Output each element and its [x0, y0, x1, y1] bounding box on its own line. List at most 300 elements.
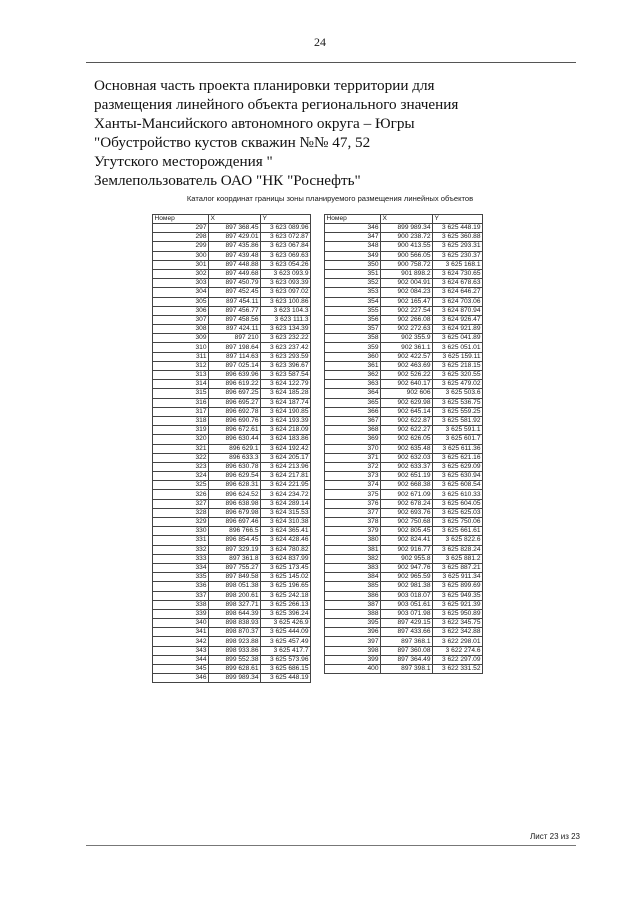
- table-row: [153, 334, 311, 343]
- table-row: [325, 582, 483, 591]
- cell-y: 3 624 234.72: [261, 490, 311, 499]
- cell-y: 3 623 111.3: [261, 315, 311, 324]
- cell-number: 357: [325, 325, 381, 334]
- table-header-row: [325, 215, 483, 224]
- table-row: [325, 325, 483, 334]
- table-row: [153, 453, 311, 462]
- cell-number: 378: [325, 518, 381, 527]
- cell-x: 898 838.93: [209, 619, 261, 628]
- cell-x: 899 989.34: [209, 674, 261, 683]
- cell-y: 3 624 926.47: [433, 315, 483, 324]
- table-row: [153, 444, 311, 453]
- table-row: [153, 251, 311, 260]
- table-row: [325, 518, 483, 527]
- cell-x: 896 695.27: [209, 398, 261, 407]
- table-row: [325, 527, 483, 536]
- cell-x: 902 004.91: [381, 279, 433, 288]
- table-row: [325, 545, 483, 554]
- cell-number: 337: [153, 591, 209, 600]
- table-row: [153, 361, 311, 370]
- cell-x: 896 619.22: [209, 380, 261, 389]
- cell-x: 902 165.47: [381, 297, 433, 306]
- cell-y: 3 622 345.75: [433, 619, 483, 628]
- header-y: Y: [261, 215, 311, 224]
- cell-number: 320: [153, 435, 209, 444]
- table-row: [325, 435, 483, 444]
- table-row: [325, 655, 483, 664]
- cell-number: 347: [325, 233, 381, 242]
- cell-y: 3 624 218.09: [261, 426, 311, 435]
- cell-number: 321: [153, 444, 209, 453]
- cell-number: 346: [153, 674, 209, 683]
- cell-y: 3 625 661.61: [433, 527, 483, 536]
- table-row: [325, 499, 483, 508]
- cell-y: 3 625 950.89: [433, 609, 483, 618]
- cell-x: 897 361.8: [209, 554, 261, 563]
- cell-y: 3 624 221.95: [261, 481, 311, 490]
- cell-x: 897 450.79: [209, 279, 261, 288]
- table-row: [153, 407, 311, 416]
- table-row: [325, 260, 483, 269]
- table-row: [153, 462, 311, 471]
- cell-number: 366: [325, 407, 381, 416]
- cell-x: 897 449.68: [209, 269, 261, 278]
- table-header-row: [153, 215, 311, 224]
- cell-y: 3 622 274.6: [433, 646, 483, 655]
- cell-x: 902 361.1: [381, 343, 433, 352]
- cell-number: 312: [153, 361, 209, 370]
- cell-x: 898 933.86: [209, 646, 261, 655]
- cell-y: 3 625 608.54: [433, 481, 483, 490]
- cell-number: 322: [153, 453, 209, 462]
- cell-y: 3 622 342.88: [433, 628, 483, 637]
- cell-x: 897 456.77: [209, 306, 261, 315]
- cell-number: 399: [325, 655, 381, 664]
- cell-number: 371: [325, 453, 381, 462]
- cell-y: 3 625 621.16: [433, 453, 483, 462]
- cell-x: 896 628.31: [209, 481, 261, 490]
- cell-x: 896 633.3: [209, 453, 261, 462]
- cell-y: 3 625 899.69: [433, 582, 483, 591]
- cell-number: 384: [325, 573, 381, 582]
- cell-y: 3 625 629.09: [433, 462, 483, 471]
- table-row: [325, 490, 483, 499]
- cell-number: 369: [325, 435, 381, 444]
- cell-y: 3 625 921.39: [433, 600, 483, 609]
- catalog-caption: Каталог координат границы зоны планируемого размещения линейных объектов: [186, 194, 474, 203]
- table-row: [153, 582, 311, 591]
- cell-x: 897 429.15: [381, 619, 433, 628]
- cell-number: 370: [325, 444, 381, 453]
- cell-x: 902 422.57: [381, 352, 433, 361]
- cell-y: 3 625 581.92: [433, 416, 483, 425]
- cell-y: 3 625 601.7: [433, 435, 483, 444]
- cell-y: 3 624 315.53: [261, 508, 311, 517]
- cell-x: 897 433.66: [381, 628, 433, 637]
- cell-number: 364: [325, 389, 381, 398]
- cell-y: 3 625 168.1: [433, 260, 483, 269]
- heading-line: Землепользователь ОАО "НК "Роснефть": [94, 172, 361, 189]
- table-row: [153, 481, 311, 490]
- cell-number: 345: [153, 665, 209, 674]
- cell-number: 379: [325, 527, 381, 536]
- cell-number: 367: [325, 416, 381, 425]
- cell-number: 385: [325, 582, 381, 591]
- cell-number: 324: [153, 472, 209, 481]
- cell-y: 3 624 646.27: [433, 288, 483, 297]
- cell-number: 330: [153, 527, 209, 536]
- table-row: [153, 416, 311, 425]
- cell-number: 388: [325, 609, 381, 618]
- table-row: [325, 242, 483, 251]
- table-row: [325, 508, 483, 517]
- table-row: [153, 472, 311, 481]
- cell-x: 902 622.87: [381, 416, 433, 425]
- cell-number: 342: [153, 637, 209, 646]
- cell-x: 902 947.76: [381, 563, 433, 572]
- cell-number: 348: [325, 242, 381, 251]
- cell-number: 386: [325, 591, 381, 600]
- cell-x: 899 552.38: [209, 655, 261, 664]
- cell-number: 333: [153, 554, 209, 563]
- table-row: [153, 288, 311, 297]
- cell-number: 300: [153, 251, 209, 260]
- cell-number: 396: [325, 628, 381, 637]
- cell-x: 897 452.45: [209, 288, 261, 297]
- cell-x: 896 624.52: [209, 490, 261, 499]
- table-row: [325, 352, 483, 361]
- cell-y: 3 625 159.11: [433, 352, 483, 361]
- table-row: [153, 398, 311, 407]
- cell-number: 365: [325, 398, 381, 407]
- table-row: [325, 609, 483, 618]
- cell-y: 3 624 185.28: [261, 389, 311, 398]
- cell-y: 3 623 104.3: [261, 306, 311, 315]
- cell-y: 3 624 365.41: [261, 527, 311, 536]
- cell-x: 902 463.69: [381, 361, 433, 370]
- cell-y: 3 625 426.9: [261, 619, 311, 628]
- cell-number: 397: [325, 637, 381, 646]
- table-row: [153, 490, 311, 499]
- cell-y: 3 623 072.87: [261, 233, 311, 242]
- cell-number: 352: [325, 279, 381, 288]
- header-number: Номер: [153, 215, 209, 224]
- cell-number: 336: [153, 582, 209, 591]
- cell-y: 3 623 054.26: [261, 260, 311, 269]
- cell-y: 3 623 587.54: [261, 371, 311, 380]
- cell-number: 302: [153, 269, 209, 278]
- cell-x: 902 635.48: [381, 444, 433, 453]
- cell-y: 3 625 173.45: [261, 563, 311, 572]
- document-heading: [94, 76, 564, 190]
- cell-number: 382: [325, 554, 381, 563]
- cell-y: 3 624 730.65: [433, 269, 483, 278]
- table-row: [325, 472, 483, 481]
- cell-x: 896 766.5: [209, 527, 261, 536]
- cell-number: 361: [325, 361, 381, 370]
- cell-y: 3 625 196.65: [261, 582, 311, 591]
- cell-x: 897 439.48: [209, 251, 261, 260]
- cell-y: 3 625 536.75: [433, 398, 483, 407]
- cell-x: 896 629.1: [209, 444, 261, 453]
- table-row: [153, 518, 311, 527]
- cell-y: 3 624 289.14: [261, 499, 311, 508]
- cell-number: 340: [153, 619, 209, 628]
- cell-number: 326: [153, 490, 209, 499]
- cell-number: 351: [325, 269, 381, 278]
- cell-number: 383: [325, 563, 381, 572]
- cell-x: 899 628.61: [209, 665, 261, 674]
- cell-y: 3 623 093.39: [261, 279, 311, 288]
- cell-x: 897 210: [209, 334, 261, 343]
- cell-y: 3 623 134.39: [261, 325, 311, 334]
- table-row: [325, 224, 483, 233]
- cell-x: 900 566.05: [381, 251, 433, 260]
- cell-y: 3 625 949.35: [433, 591, 483, 600]
- cell-y: 3 624 678.63: [433, 279, 483, 288]
- cell-x: 903 051.61: [381, 600, 433, 609]
- cell-y: 3 623 093.9: [261, 269, 311, 278]
- cell-y: 3 624 870.94: [433, 306, 483, 315]
- cell-x: 897 025.14: [209, 361, 261, 370]
- cell-y: 3 625 051.01: [433, 343, 483, 352]
- cell-x: 897 360.08: [381, 646, 433, 655]
- cell-x: 900 413.55: [381, 242, 433, 251]
- cell-y: 3 625 320.55: [433, 371, 483, 380]
- cell-y: 3 624 213.96: [261, 462, 311, 471]
- cell-number: 331: [153, 536, 209, 545]
- cell-x: 902 651.19: [381, 472, 433, 481]
- cell-number: 298: [153, 233, 209, 242]
- cell-x: 901 898.2: [381, 269, 433, 278]
- cell-x: 898 327.71: [209, 600, 261, 609]
- cell-x: 902 272.63: [381, 325, 433, 334]
- cell-x: 902 965.59: [381, 573, 433, 582]
- heading-line: Угутского месторождения ": [94, 153, 273, 170]
- cell-x: 897 364.49: [381, 655, 433, 664]
- table-row: [153, 508, 311, 517]
- cell-x: 898 051.38: [209, 582, 261, 591]
- cell-y: 3 625 625.03: [433, 508, 483, 517]
- cell-y: 3 624 310.38: [261, 518, 311, 527]
- cell-x: 903 071.98: [381, 609, 433, 618]
- table-row: [325, 389, 483, 398]
- cell-number: 346: [325, 224, 381, 233]
- table-row: [153, 628, 311, 637]
- cell-y: 3 625 360.88: [433, 233, 483, 242]
- cell-y: 3 624 921.89: [433, 325, 483, 334]
- cell-y: 3 624 837.99: [261, 554, 311, 563]
- table-row: [153, 655, 311, 664]
- table-row: [153, 315, 311, 324]
- cell-y: 3 623 089.96: [261, 224, 311, 233]
- cell-y: 3 625 503.6: [433, 389, 483, 398]
- cell-y: 3 624 205.17: [261, 453, 311, 462]
- cell-number: 313: [153, 371, 209, 380]
- table-row: [153, 343, 311, 352]
- table-row: [153, 260, 311, 269]
- cell-y: 3 624 190.85: [261, 407, 311, 416]
- cell-y: 3 625 750.06: [433, 518, 483, 527]
- heading-line: Основная часть проекта планировки территории для: [94, 77, 435, 94]
- cell-y: 3 625 230.37: [433, 251, 483, 260]
- coordinate-table-right: [324, 214, 483, 674]
- table-row: [325, 315, 483, 324]
- table-body-right: [325, 224, 483, 674]
- table-row: [153, 233, 311, 242]
- cell-x: 902 640.17: [381, 380, 433, 389]
- page-number: 24: [314, 35, 326, 49]
- table-row: [325, 591, 483, 600]
- cell-x: 902 606: [381, 389, 433, 398]
- cell-x: 896 629.54: [209, 472, 261, 481]
- cell-x: 896 690.76: [209, 416, 261, 425]
- cell-x: 902 633.37: [381, 462, 433, 471]
- cell-x: 896 679.98: [209, 508, 261, 517]
- header-x: X: [209, 215, 261, 224]
- table-row: [153, 527, 311, 536]
- table-row: [153, 279, 311, 288]
- cell-x: 897 329.19: [209, 545, 261, 554]
- cell-x: 902 671.09: [381, 490, 433, 499]
- cell-x: 899 989.34: [381, 224, 433, 233]
- cell-x: 897 755.27: [209, 563, 261, 572]
- cell-number: 344: [153, 655, 209, 664]
- table-row: [325, 600, 483, 609]
- cell-y: 3 623 097.02: [261, 288, 311, 297]
- cell-x: 902 632.03: [381, 453, 433, 462]
- cell-x: 902 955.8: [381, 554, 433, 563]
- table-row: [325, 334, 483, 343]
- cell-y: 3 624 428.46: [261, 536, 311, 545]
- table-row: [325, 251, 483, 260]
- cell-y: 3 625 218.15: [433, 361, 483, 370]
- table-row: [153, 224, 311, 233]
- table-row: [153, 573, 311, 582]
- cell-number: 314: [153, 380, 209, 389]
- cell-y: 3 623 237.42: [261, 343, 311, 352]
- table-row: [153, 269, 311, 278]
- cell-number: 307: [153, 315, 209, 324]
- table-row: [153, 646, 311, 655]
- cell-number: 356: [325, 315, 381, 324]
- cell-number: 334: [153, 563, 209, 572]
- cell-x: 898 200.61: [209, 591, 261, 600]
- table-row: [153, 297, 311, 306]
- table-row: [153, 380, 311, 389]
- cell-y: 3 624 183.86: [261, 435, 311, 444]
- cell-x: 902 678.24: [381, 499, 433, 508]
- cell-x: 896 672.61: [209, 426, 261, 435]
- cell-x: 902 824.41: [381, 536, 433, 545]
- table-row: [325, 398, 483, 407]
- cell-number: 360: [325, 352, 381, 361]
- heading-line: "Обустройство кустов скважин №№ 47, 52: [94, 134, 371, 151]
- cell-y: 3 623 293.59: [261, 352, 311, 361]
- table-row: [153, 371, 311, 380]
- cell-number: 332: [153, 545, 209, 554]
- cell-x: 896 697.46: [209, 518, 261, 527]
- cell-y: 3 625 559.25: [433, 407, 483, 416]
- table-row: [325, 619, 483, 628]
- table-row: [153, 389, 311, 398]
- cell-x: 897 398.1: [381, 665, 433, 674]
- cell-number: 304: [153, 288, 209, 297]
- cell-y: 3 625 610.33: [433, 490, 483, 499]
- cell-y: 3 625 591.1: [433, 426, 483, 435]
- cell-x: 902 622.27: [381, 426, 433, 435]
- cell-x: 898 870.37: [209, 628, 261, 637]
- cell-x: 902 645.14: [381, 407, 433, 416]
- cell-x: 896 854.45: [209, 536, 261, 545]
- cell-y: 3 623 396.67: [261, 361, 311, 370]
- cell-y: 3 625 887.21: [433, 563, 483, 572]
- sheet-label: Лист 23 из 23: [530, 832, 580, 841]
- cell-number: 341: [153, 628, 209, 637]
- table-row: [153, 499, 311, 508]
- cell-x: 902 626.05: [381, 435, 433, 444]
- cell-x: 896 697.25: [209, 389, 261, 398]
- cell-x: 896 639.96: [209, 371, 261, 380]
- cell-y: 3 625 828.24: [433, 545, 483, 554]
- cell-number: 325: [153, 481, 209, 490]
- cell-y: 3 624 187.74: [261, 398, 311, 407]
- header-number: Номер: [325, 215, 381, 224]
- cell-y: 3 625 822.6: [433, 536, 483, 545]
- table-row: [153, 306, 311, 315]
- cell-number: 328: [153, 508, 209, 517]
- cell-x: 902 227.54: [381, 306, 433, 315]
- cell-x: 900 758.72: [381, 260, 433, 269]
- table-row: [325, 536, 483, 545]
- cell-y: 3 625 266.13: [261, 600, 311, 609]
- cell-y: 3 625 242.18: [261, 591, 311, 600]
- cell-number: 363: [325, 380, 381, 389]
- table-row: [325, 554, 483, 563]
- cell-number: 380: [325, 536, 381, 545]
- header-y: Y: [433, 215, 483, 224]
- cell-number: 303: [153, 279, 209, 288]
- table-row: [153, 426, 311, 435]
- cell-x: 902 668.38: [381, 481, 433, 490]
- table-row: [153, 637, 311, 646]
- cell-y: 3 624 703.06: [433, 297, 483, 306]
- cell-number: 353: [325, 288, 381, 297]
- cell-number: 350: [325, 260, 381, 269]
- table-row: [153, 674, 311, 683]
- cell-y: 3 622 331.52: [433, 665, 483, 674]
- table-row: [153, 352, 311, 361]
- cell-x: 902 805.45: [381, 527, 433, 536]
- cell-y: 3 625 396.24: [261, 609, 311, 618]
- cell-x: 897 454.11: [209, 297, 261, 306]
- coordinate-table-left: [152, 214, 311, 683]
- cell-x: 902 916.77: [381, 545, 433, 554]
- cell-x: 902 693.76: [381, 508, 433, 517]
- table-row: [325, 665, 483, 674]
- cell-y: 3 622 297.09: [433, 655, 483, 664]
- cell-y: 3 625 448.19: [433, 224, 483, 233]
- cell-number: 305: [153, 297, 209, 306]
- cell-y: 3 624 193.39: [261, 416, 311, 425]
- cell-number: 349: [325, 251, 381, 260]
- table-row: [153, 665, 311, 674]
- cell-number: 400: [325, 665, 381, 674]
- cell-number: 368: [325, 426, 381, 435]
- cell-x: 902 355.9: [381, 334, 433, 343]
- cell-y: 3 625 041.89: [433, 334, 483, 343]
- cell-x: 897 849.58: [209, 573, 261, 582]
